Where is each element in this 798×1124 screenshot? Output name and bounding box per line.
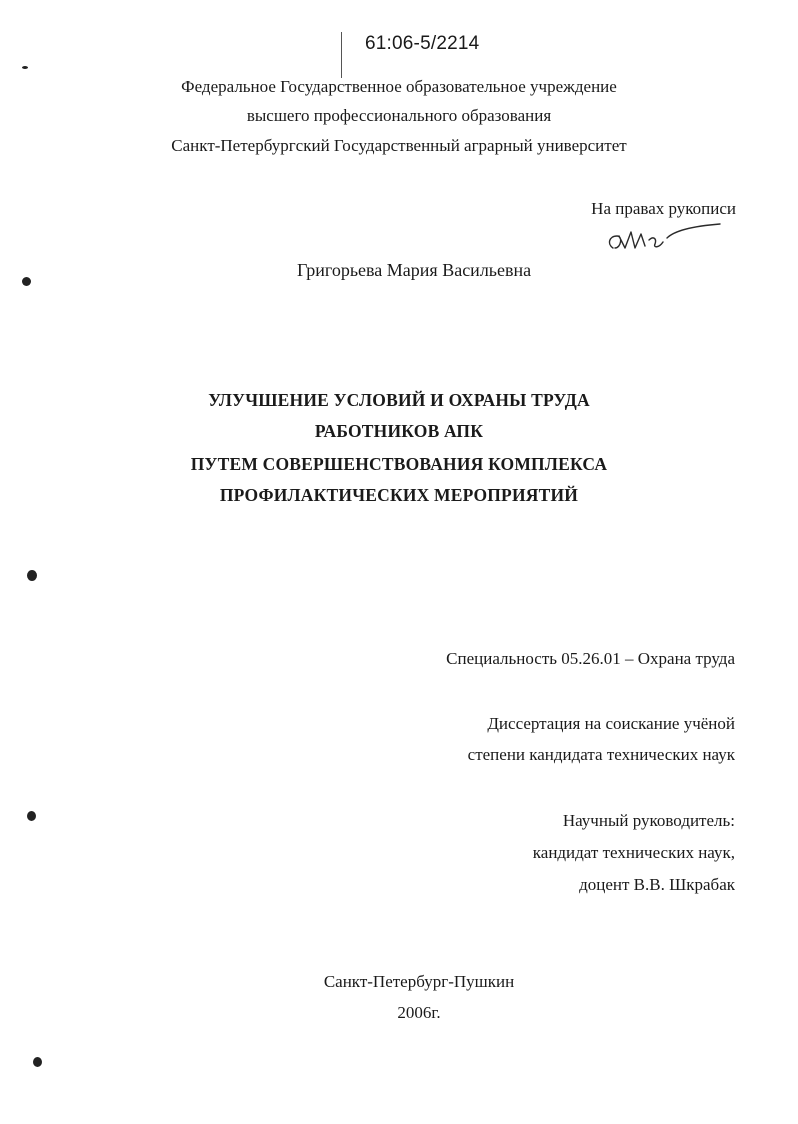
supervisor-label: Научный руководитель: [562,811,735,830]
signature-icon [605,218,725,258]
footer-city: Санкт-Петербург-Пушкин [323,972,515,991]
institution-line-2: высшего профессионального образования [246,106,552,125]
dissertation-line-1: Диссертация на соискание учёной [487,714,735,733]
title-line-2: РАБОТНИКОВ АПК [314,421,484,441]
punch-hole-mark [27,811,36,821]
stamp-divider [341,32,342,78]
punch-hole-mark [22,277,31,286]
institution-line-1: Федеральное Государственное образовательное учреждение [181,77,617,96]
supervisor-degree: кандидат технических наук, [532,843,735,862]
punch-hole-mark [27,570,37,581]
footer-year: 2006г. [397,1003,441,1022]
author-name: Григорьева Мария Васильевна [297,260,532,280]
specialty: Специальность 05.26.01 – Охрана труда [446,649,735,668]
title-line-1: УЛУЧШЕНИЕ УСЛОВИЙ И ОХРАНЫ ТРУДА [208,390,590,410]
library-stamp-code: 61:06-5/2214 [365,33,480,54]
title-line-4: ПРОФИЛАКТИЧЕСКИХ МЕРОПРИЯТИЙ [219,485,579,505]
institution-line-3: Санкт-Петербургский Государственный аграрный университет [171,136,627,155]
punch-hole-mark [33,1057,42,1067]
supervisor-name: доцент В.В. Шкрабак [579,875,735,894]
scan-mark [22,66,28,69]
dissertation-line-2: степени кандидата технических наук [467,745,735,764]
manuscript-note: На правах рукописи [591,199,736,218]
title-line-3: ПУТЕМ СОВЕРШЕНСТВОВАНИЯ КОМПЛЕКСА [190,454,608,474]
